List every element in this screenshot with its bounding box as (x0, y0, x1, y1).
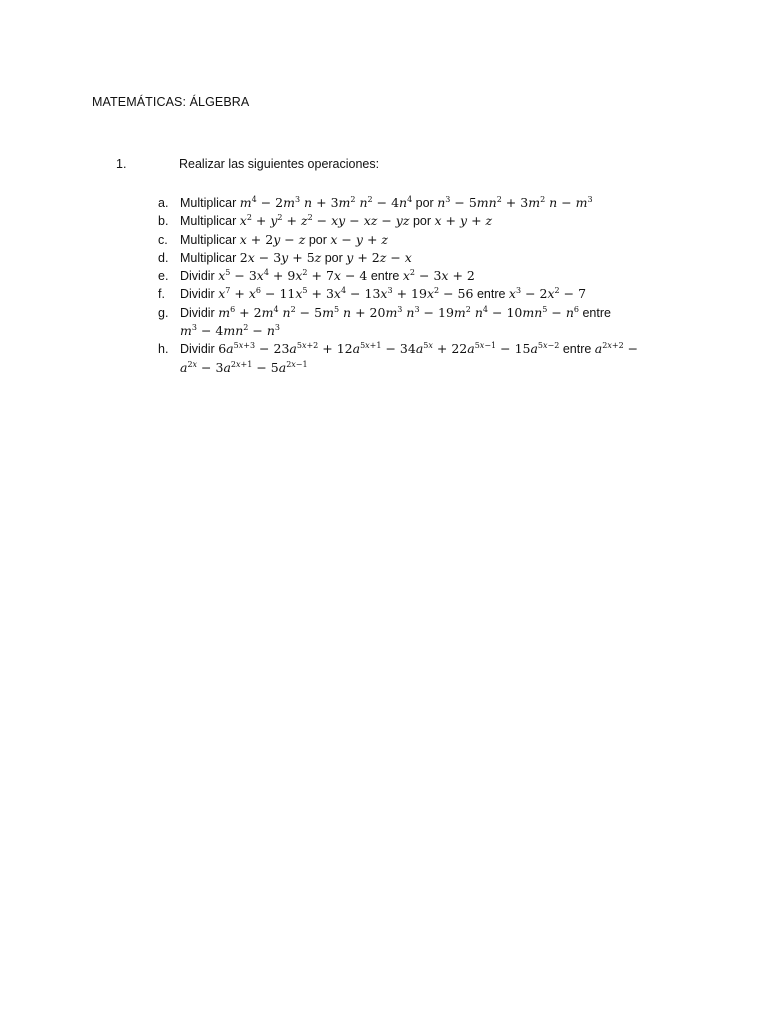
item-math: $n^3 - 5mn^2 + 3m^2$ $n - m^3$ (437, 195, 593, 210)
item-expression (180, 231, 678, 249)
operation-item (158, 267, 678, 285)
item-expression (180, 304, 678, 341)
item-math: $x^5 - 3x^4 + 9x^2 + 7x - 4$ (218, 268, 368, 284)
item-word: por (415, 196, 434, 210)
item-word: entre (370, 269, 400, 284)
operation-item (158, 194, 678, 212)
item-word: Multiplicar (180, 196, 237, 210)
item-word: Multiplicar (180, 214, 237, 229)
item-expression (180, 267, 678, 285)
item-math: $x^3 - 2x^2 - 7$ (508, 286, 587, 302)
item-label: a. (158, 196, 169, 210)
item-math: x + y + z (434, 213, 493, 229)
operation-item (158, 285, 678, 303)
item-expression (180, 194, 678, 212)
item-label: e. (158, 269, 169, 284)
item-math: x − y + z (330, 231, 388, 247)
item-word: entre (476, 287, 506, 302)
operation-item (158, 249, 678, 267)
item-word: Dividir (180, 342, 215, 357)
item-math: $m^4 - 2m^3$ $n + 3m^2$ $n^2 - 4n^4$ (239, 195, 413, 210)
item-label: b. (158, 214, 169, 229)
item-math: 2x − 3y + 5z (239, 249, 322, 265)
item-label: h. (158, 342, 169, 357)
operations-list (158, 194, 678, 377)
operation-item (158, 212, 678, 230)
item-label: g. (158, 305, 169, 320)
item-word: Dividir (180, 269, 215, 284)
operation-item (158, 340, 678, 377)
item-word: Multiplicar (180, 232, 237, 247)
item-word: entre (562, 342, 592, 357)
item-math: $a^{2x+2}$ − (594, 341, 639, 357)
item-label: f. (158, 287, 165, 302)
item-word: por (412, 214, 432, 229)
item-word: Dividir (180, 287, 215, 302)
operation-item (158, 231, 678, 249)
item-math: $x^2 + y^2 + z^2$ − xy − xz − yz (239, 213, 410, 229)
item-expression (180, 212, 678, 230)
item-label: d. (158, 250, 169, 265)
item-expression (180, 340, 678, 377)
operation-item (158, 304, 678, 341)
item-word: por (308, 232, 327, 247)
question-number: 1. (116, 157, 127, 171)
item-math: $x^2 - 3x + 2$ (402, 268, 475, 284)
item-label: c. (158, 232, 168, 247)
item-expression (180, 285, 678, 303)
item-math: $x^7 + x^6 - 11x^5 + 3x^4 - 13x^3 + 19x^2 - 56$ (218, 286, 474, 302)
item-math: $a^{2x} - 3a^{2x+1} - 5a^{2x-1}$ (180, 359, 308, 375)
item-expression (180, 249, 678, 267)
item-math: y + 2z − x (346, 249, 412, 265)
item-word: entre (582, 305, 611, 320)
item-math: $m^6 + 2m^4$ $n^2 - 5m^5$ $n + 20m^3$ $n^3 - 19m^2$ $n^4 - 10mn^5 - n^6$ (218, 304, 579, 320)
item-math: $m^3 - 4mn^2 - n^3$ (180, 323, 280, 339)
item-word: Multiplicar (180, 250, 237, 265)
document-title: MATEMÁTICAS: ÁLGEBRA (92, 95, 250, 109)
question-text: Realizar las siguientes operaciones: (179, 157, 380, 171)
item-word: por (324, 250, 343, 265)
item-math: x + 2y − z (239, 231, 306, 247)
item-word: Dividir (180, 305, 215, 320)
item-math: $6a^{5x+3} - 23a^{5x+2} + 12a^{5x+1} - 34a^{5x} + 22a^{5x-1} - 15a^{5x-2}$ (218, 341, 560, 357)
